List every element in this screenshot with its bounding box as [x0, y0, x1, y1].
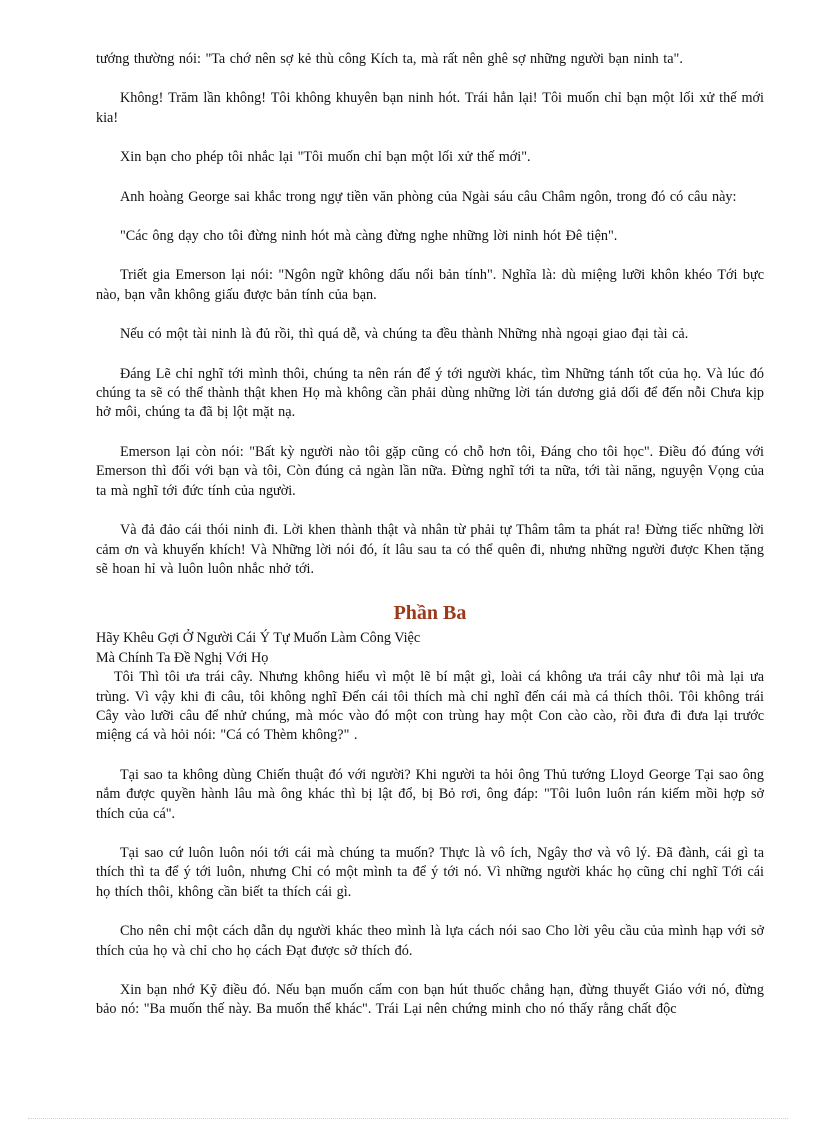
paragraph: Không! Trăm lần không! Tôi không khuyên bạn ninh hót. Trái hẳn lại! Tôi muốn chỉ bạn một lối xử thế mới kia!: [96, 90, 764, 126]
document-page: [96, 50, 764, 1040]
paragraph: Tại sao ta không dùng Chiến thuật đó với người? Khi người ta hỏi ông Thủ tướng Lloyd George Tại sao ông nắm được quyền hành lâu mà ông khác thì bị lật đổ, bị Bỏ rơi, ông đáp: "Tôi luôn luôn rán kiếm mồi hợp sở thích của cá".: [96, 766, 764, 822]
page-bottom-divider: [28, 1118, 788, 1119]
paragraph: Triết gia Emerson lại nói: "Ngôn ngữ không dấu nổi bản tính". Nghĩa là: dù miệng lưỡi khôn khéo Tới bực nào, bạn vẫn không giấu được bản tính của bạn.: [96, 267, 764, 303]
paragraph: "Các ông dạy cho tôi đừng ninh hót mà càng đừng nghe những lời ninh hót Đê tiện".: [120, 228, 618, 245]
paragraph: Tôi Thì tôi ưa trái cây. Nhưng không hiểu vì một lẽ bí mật gì, loài cá không ưa trái cây như tôi mà lại ưa trùng. Vì vậy khi đi câu, tôi không nghĩ Đến cái tôi thích mà chỉ nghĩ đến cái mà cá thích thôi. Tôi không trái Cây vào lưỡi câu để nhử chúng, mà móc vào đó một con trùng hay một Con cào cào, rồi đưa đi đưa lại trước miệng cá và hỏi nói: "Cá có Thèm không?" .: [96, 669, 764, 744]
paragraph: tướng thường nói: "Ta chớ nên sợ kẻ thù công Kích ta, mà rất nên ghê sợ những người bạn ninh ta".: [96, 51, 683, 67]
paragraph: Cho nên chỉ một cách dẫn dụ người khác theo mình là lựa cách nói sao Cho lời yêu cầu của mình hạp với sở thích của họ và chỉ cho họ cách Đạt được sở thích đó.: [96, 923, 764, 959]
paragraph: Xin bạn nhớ Kỹ điều đó. Nếu bạn muốn cấm con bạn hút thuốc chẳng hạn, đừng thuyết Giáo với nó, đừng bảo nó: "Ba muốn thế này. Ba muốn thế khác". Trái Lại nên chứng minh cho nó thấy rằng chất độc: [96, 982, 764, 1018]
section-subtitle-line1: Hãy Khêu Gợi Ở Người Cái Ý Tự Muốn Làm Công Việc: [96, 630, 421, 647]
paragraph: Xin bạn cho phép tôi nhắc lại "Tôi muốn chỉ bạn một lối xử thế mới".: [120, 149, 531, 166]
paragraph: Anh hoàng George sai khắc trong ngự tiền văn phòng của Ngài sáu câu Châm ngôn, trong đó có câu này:: [120, 188, 737, 205]
paragraph: Emerson lại còn nói: "Bất kỳ người nào tôi gặp cũng có chỗ hơn tôi, Đáng cho tôi học". Điều đó đúng với Emerson thì đối với bạn và tôi, Còn đúng cả ngàn lần nữa. Đừng nghĩ tới ta nữa, tới tài năng, nguyện Vọng của ta mà nghĩ tới đức tính của người.: [96, 443, 764, 499]
paragraph: Tại sao cứ luôn luôn nói tới cái mà chúng ta muốn? Thực là vô ích, Ngây thơ và vô lý. Đã đành, cái gì ta thích thì ta để ý tới luôn, nhưng Chỉ có một mình ta để ý tới nó. Vì những người khác họ cũng chỉ nghĩ Tới cái họ thích thôi, không cần biết ta thích cái gì.: [96, 844, 764, 900]
paragraph: Đáng Lẽ chỉ nghĩ tới mình thôi, chúng ta nên rán để ý tới người khác, tìm Những tánh tốt của họ. Và lúc đó chúng ta sẽ có thể thành thật khen Họ mà không cần phải dùng những lời tán dương giả dối để đến nỗi Chưa kịp hở môi, chúng ta đã bị lột mặt nạ.: [96, 365, 764, 421]
paragraph: Và đả đảo cái thói ninh đi. Lời khen thành thật và nhân từ phải tự Thâm tâm ta phát ra! Đừng tiếc những lời cảm ơn và khuyến khích! Và Những lời nói đó, ít lâu sau ta có thể quên đi, nhưng những người được Khen tặng sẽ hoan hỉ và luôn luôn nhắc nhở tới.: [96, 522, 764, 577]
section-subtitle-line2: Mà Chính Ta Đề Nghị Với Họ: [96, 649, 269, 666]
paragraph: Nếu có một tài ninh là đủ rồi, thì quá dễ, và chúng ta đều thành Những nhà ngoại giao đại tài cả.: [120, 326, 689, 343]
section-heading: Phần Ba: [393, 602, 467, 625]
